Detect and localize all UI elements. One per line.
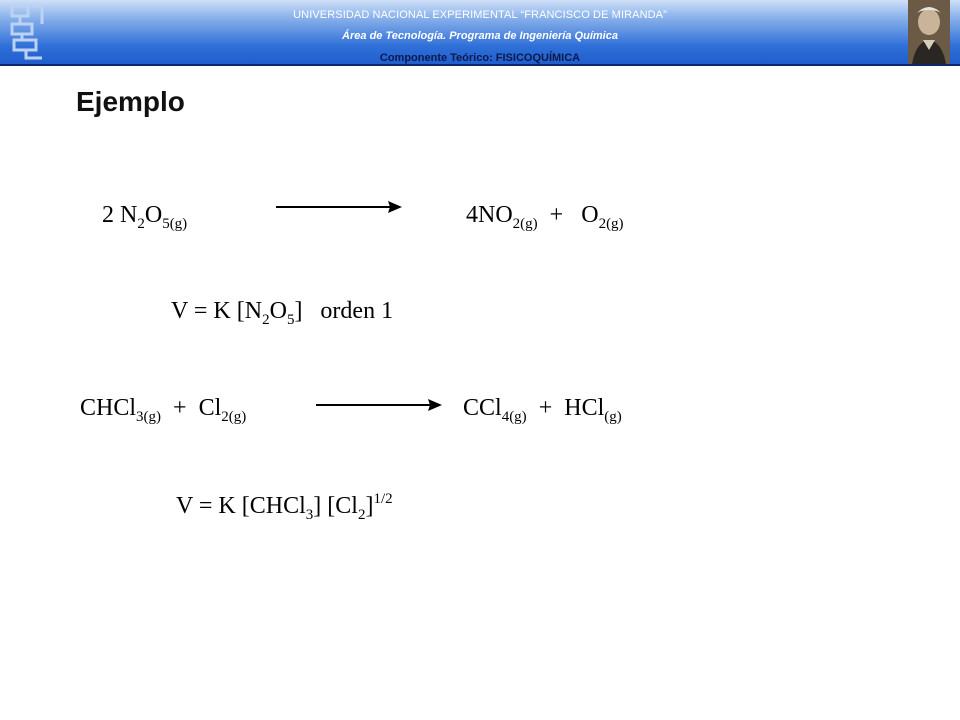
course-component: Componente Teórico: FISICOQUÍMICA xyxy=(379,52,581,64)
header-banner xyxy=(0,0,960,66)
program-name: Área de Tecnología. Programa de Ingeniería Química xyxy=(342,30,618,42)
reaction2-products: CCl$_{4(g)}$ + HCl$_{(g)}$ xyxy=(463,395,622,425)
rate-law-2: V = K [CHCl$_3$] $[Cl_2]^{1/2}$ xyxy=(176,491,393,523)
portrait-image-icon xyxy=(908,0,950,64)
header-divider xyxy=(0,64,960,66)
university-name: UNIVERSIDAD NACIONAL EXPERIMENTAL “FRANCISCO DE MIRANDA” xyxy=(293,9,667,21)
reaction1-products: $4NO_{2(g)}$ + $O_{2(g)}$ xyxy=(466,202,624,232)
reaction-arrow-icon xyxy=(314,396,444,414)
slide-title: Ejemplo xyxy=(76,86,185,117)
reaction-arrow-icon xyxy=(274,198,404,216)
rate-law-1: V = K $[N_2O_5]$ orden 1 xyxy=(171,298,394,328)
reaction1-reactants: 2 $N_2O_{5(g)}$ xyxy=(102,202,188,232)
reaction2-reactants: CHCl$_{3(g)}$ + $Cl_{2(g)}$ xyxy=(80,395,247,425)
